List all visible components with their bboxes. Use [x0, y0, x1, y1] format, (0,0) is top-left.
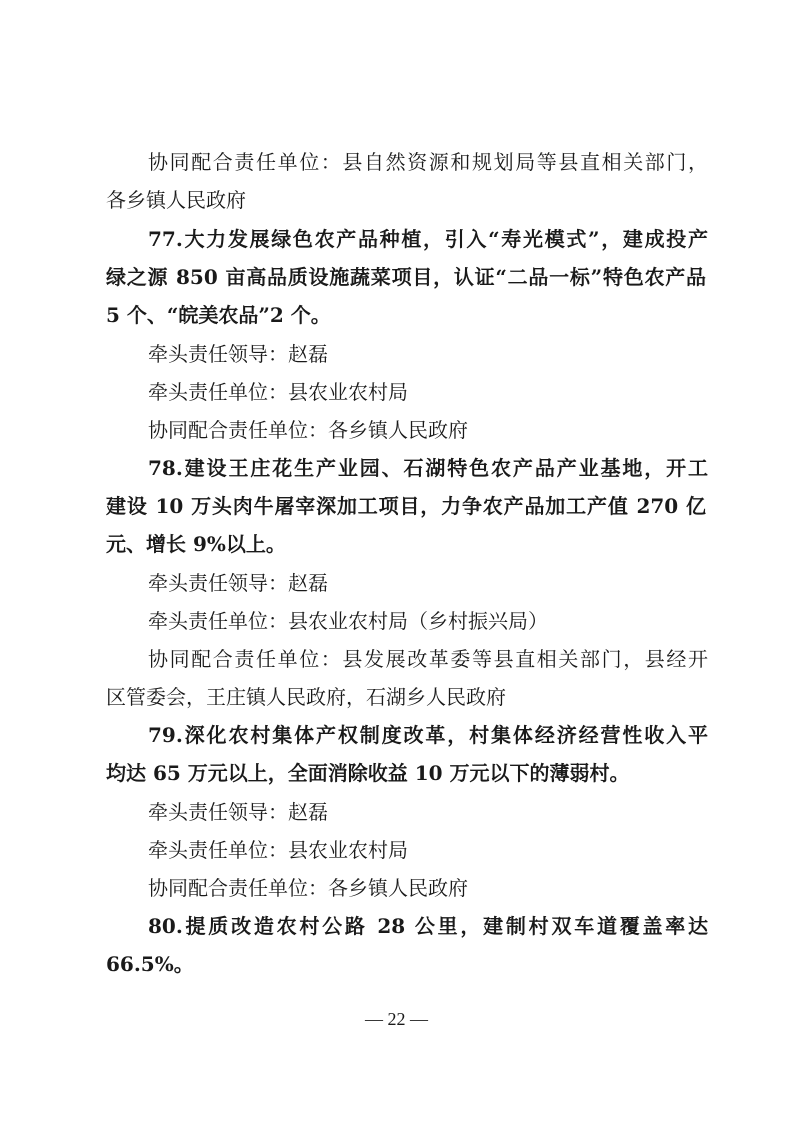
item-78-heading: 78.建设王庄花生产业园、石湖特色农产品产业基地，开工: [148, 456, 708, 480]
item-77-heading: 77.大力发展绿色农产品种植，引入“寿光模式”，建成投产: [148, 227, 708, 251]
coop-unit-line-continued: 区管委会，王庄镇人民政府，石湖乡人民政府: [106, 685, 506, 709]
lead-leader-line: 牵头责任领导：赵磊: [148, 342, 328, 366]
lead-unit-line: 牵头责任单位：县农业农村局（乡村振兴局）: [148, 609, 548, 633]
item-78-text-end: 元、增长 9%以上。: [106, 532, 286, 556]
lead-leader-line: 牵头责任领导：赵磊: [148, 571, 328, 595]
page-number: — 22 —: [365, 1009, 428, 1029]
item-77-text-end: 5 个、“皖美农品”2 个。: [106, 303, 331, 327]
lead-unit-line: 牵头责任单位：县农业农村局: [148, 380, 408, 404]
item-79-heading: 79.深化农村集体产权制度改革，村集体经济经营性收入平: [148, 723, 708, 747]
coop-unit-line: 协同配合责任单位：各乡镇人民政府: [148, 418, 468, 442]
item-78-text: 建设 10 万头肉牛屠宰深加工项目，力争农产品加工产值 270 亿: [106, 494, 706, 518]
coop-unit-line: 协同配合责任单位：县发展改革委等县直相关部门，县经开: [148, 647, 708, 671]
lead-unit-line: 牵头责任单位：县农业农村局: [148, 838, 408, 862]
coop-unit-line-continued: 各乡镇人民政府: [106, 188, 246, 212]
lead-leader-line: 牵头责任领导：赵磊: [148, 800, 328, 824]
item-77-text: 绿之源 850 亩高品质设施蔬菜项目，认证“二品一标”特色农产品: [106, 265, 706, 289]
item-79-text-end: 均达 65 万元以上，全面消除收益 10 万元以下的薄弱村。: [106, 761, 630, 785]
coop-unit-line: 协同配合责任单位：各乡镇人民政府: [148, 876, 468, 900]
item-80-heading: 80.提质改造农村公路 28 公里，建制村双车道覆盖率达: [148, 914, 708, 938]
coop-unit-line: 协同配合责任单位：县自然资源和规划局等县直相关部门，: [148, 150, 708, 174]
item-80-text-end: 66.5%。: [106, 952, 194, 976]
